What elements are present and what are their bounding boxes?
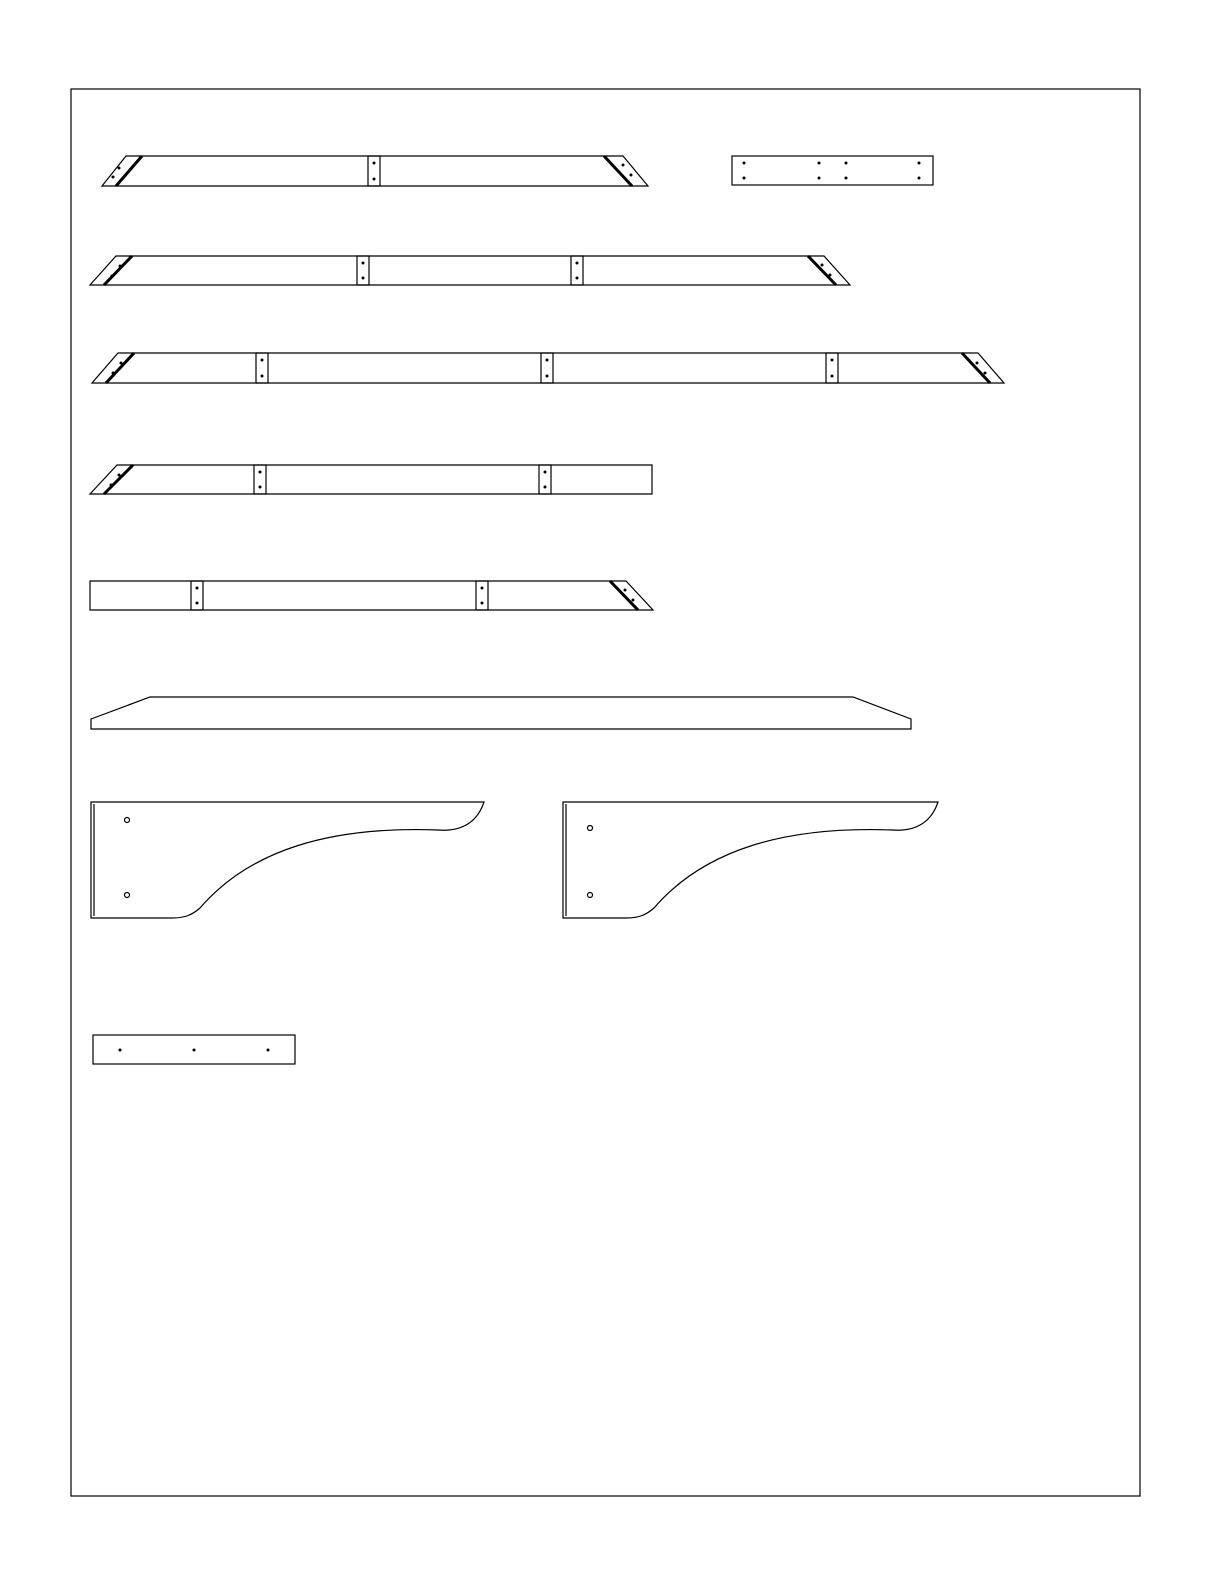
sheet-border	[71, 89, 1140, 1496]
cleat-a	[732, 156, 933, 185]
rail-d	[90, 465, 652, 494]
top-plank	[91, 697, 911, 729]
bracket-right	[563, 802, 938, 918]
cleat-b	[93, 1035, 295, 1064]
rail-e	[90, 581, 653, 610]
bracket-left	[91, 802, 484, 918]
rail-b	[90, 256, 850, 285]
rail-c	[92, 353, 1004, 383]
rail-a	[102, 156, 648, 186]
